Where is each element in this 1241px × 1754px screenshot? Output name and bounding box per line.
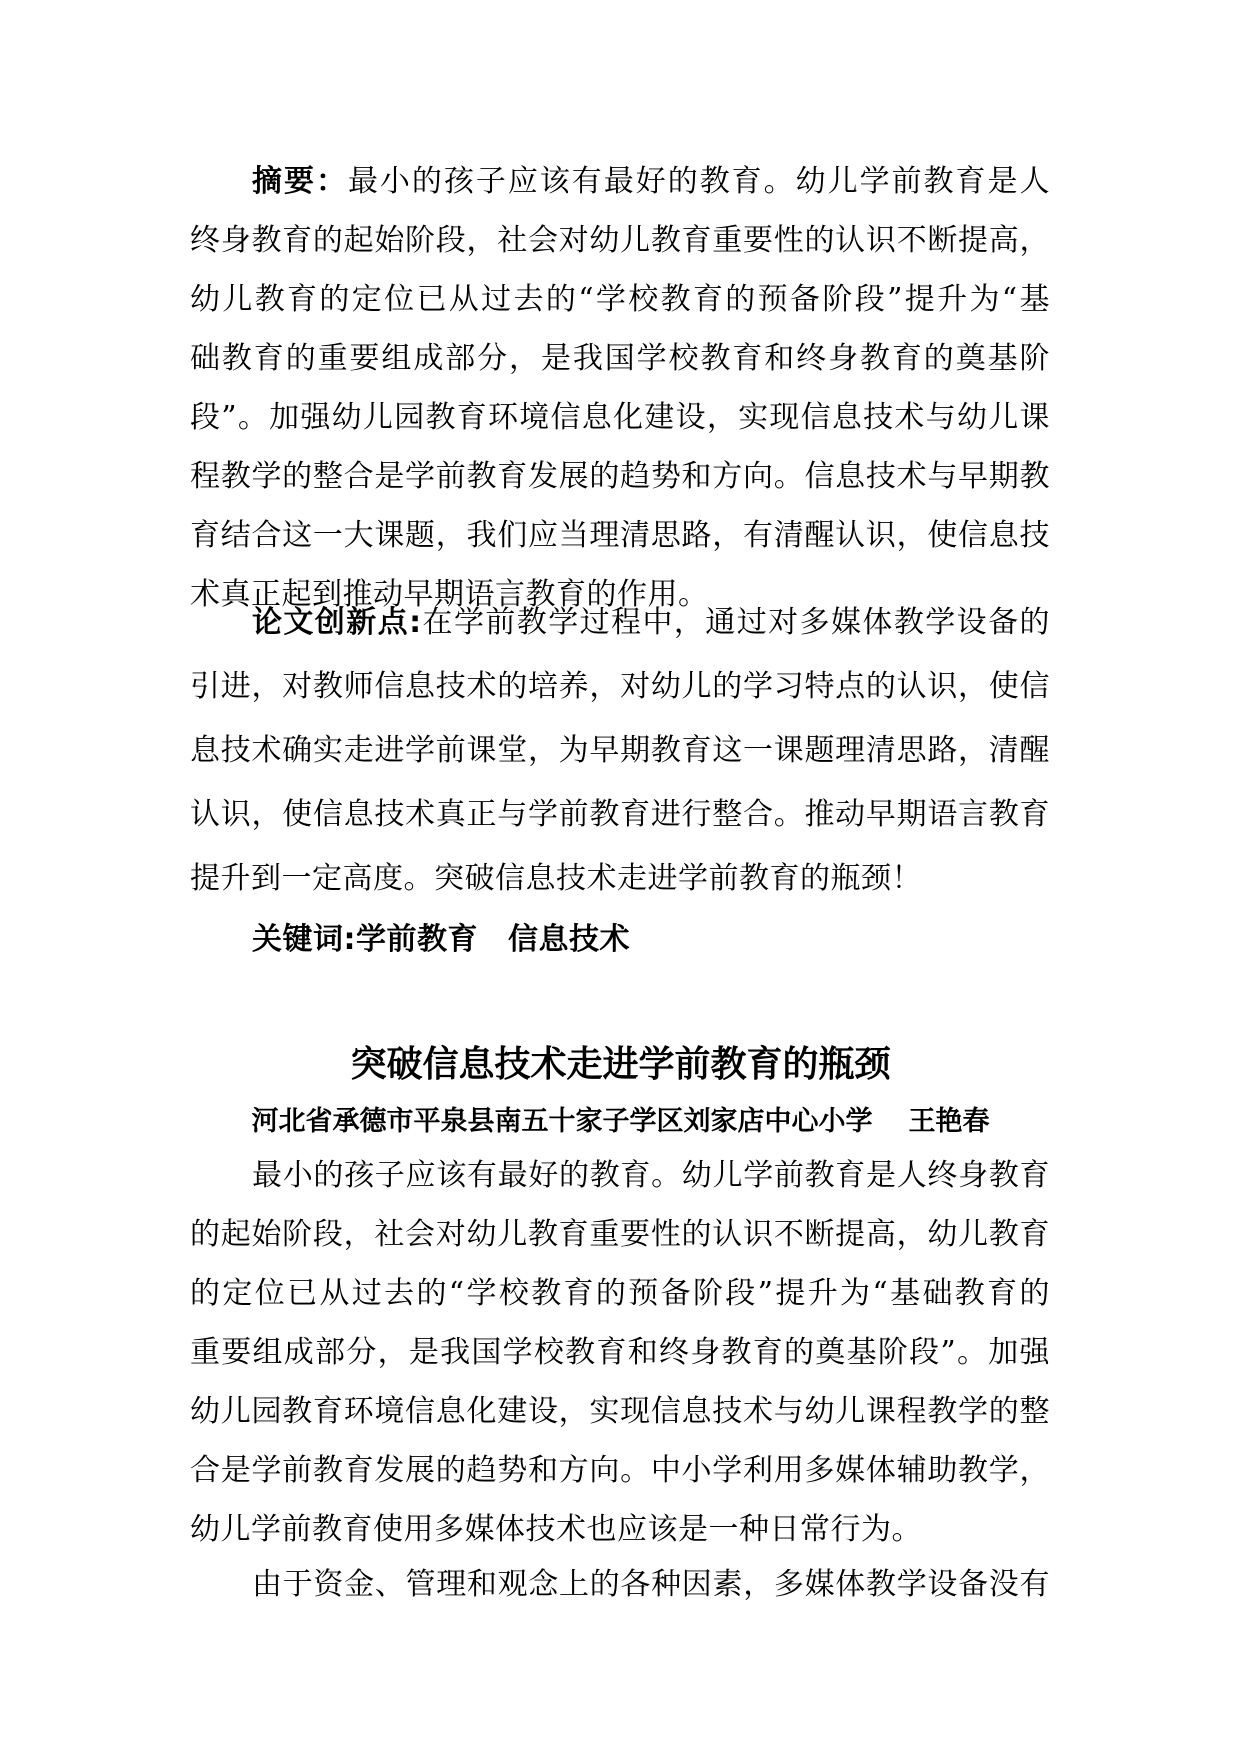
- innovation-line: 认识，使信息技术真正与学前教育进行整合。推动早期语言教育: [190, 797, 1050, 832]
- author-affiliation: 河北省承德市平泉县南五十家子学区刘家店中心小学: [251, 1106, 873, 1137]
- body-line: 的起始阶段，社会对幼儿教育重要性的认识不断提高，幼儿教育: [190, 1217, 1050, 1252]
- body-paragraph: [190, 1555, 1050, 1614]
- keywords-section: [190, 910, 1050, 969]
- body-line: 的定位已从过去的“学校教育的预备阶段”提升为“基础教育的: [190, 1276, 1050, 1311]
- abstract-line: 幼儿教育的定位已从过去的“学校教育的预备阶段”提升为“基: [190, 282, 1050, 317]
- body-line: 重要组成部分，是我国学校教育和终身教育的奠基阶段”。加强: [190, 1335, 1050, 1370]
- abstract-line: 程教学的整合是学前教育发展的趋势和方向。信息技术与早期教: [190, 459, 1050, 494]
- innovation-line: 引进，对教师信息技术的培养，对幼儿的学习特点的认识，使信: [190, 669, 1050, 704]
- body-line: 幼儿园教育环境信息化建设，实现信息技术与幼儿课程教学的整: [190, 1394, 1050, 1429]
- article-byline: [0, 1102, 1241, 1142]
- abstract-line: 段”。加强幼儿园教育环境信息化建设，实现信息技术与幼儿课: [190, 400, 1050, 435]
- abstract-line: 育结合这一大课题，我们应当理清思路，有清醒认识，使信息技: [190, 518, 1050, 553]
- body-line: 最小的孩子应该有最好的教育。幼儿学前教育是人终身教育: [252, 1158, 1050, 1193]
- innovation-line: [190, 591, 1050, 655]
- innovation-line: 提升到一定高度。突破信息技术走进学前教育的瓶颈！: [190, 861, 922, 896]
- body-line: 幼儿学前教育使用多媒体技术也应该是一种日常行为。: [190, 1512, 922, 1547]
- keywords-label: 关键词:: [252, 922, 356, 957]
- abstract-text: 最小的孩子应该有最好的教育。幼儿学前教育是人: [347, 164, 1050, 199]
- abstract-label: 摘要：: [252, 164, 348, 199]
- keyword-item: 学前教育: [356, 922, 478, 957]
- innovation-label: 论文创新点:: [252, 605, 422, 640]
- body-line: 由于资金、管理和观念上的各种因素，多媒体教学设备没有: [252, 1567, 1050, 1602]
- author-name: 王艳春: [908, 1106, 990, 1137]
- innovation-line: 息技术确实走进学前课堂，为早期教育这一课题理清思路，清醒: [190, 733, 1050, 768]
- body-paragraph: [190, 1146, 1050, 1559]
- article-title: 突破信息技术走进学前教育的瓶颈: [350, 1044, 891, 1085]
- abstract-line: 术真正起到推动早期语言教育的作用。: [190, 577, 709, 612]
- body-line: 合是学前教育发展的趋势和方向。中小学利用多媒体辅助教学，: [190, 1453, 1050, 1488]
- innovation-text: 在学前教学过程中，通过对多媒体教学设备的: [421, 605, 1051, 640]
- abstract-section: [190, 152, 1050, 624]
- keyword-item: 信息技术: [508, 922, 630, 957]
- abstract-line: 终身教育的起始阶段，社会对幼儿教育重要性的认识不断提高，: [190, 223, 1050, 258]
- abstract-line: [190, 152, 1050, 211]
- abstract-line: 础教育的重要组成部分，是我国学校教育和终身教育的奠基阶: [190, 341, 1050, 376]
- innovation-section: [190, 591, 1050, 911]
- keywords-line: [190, 910, 1050, 969]
